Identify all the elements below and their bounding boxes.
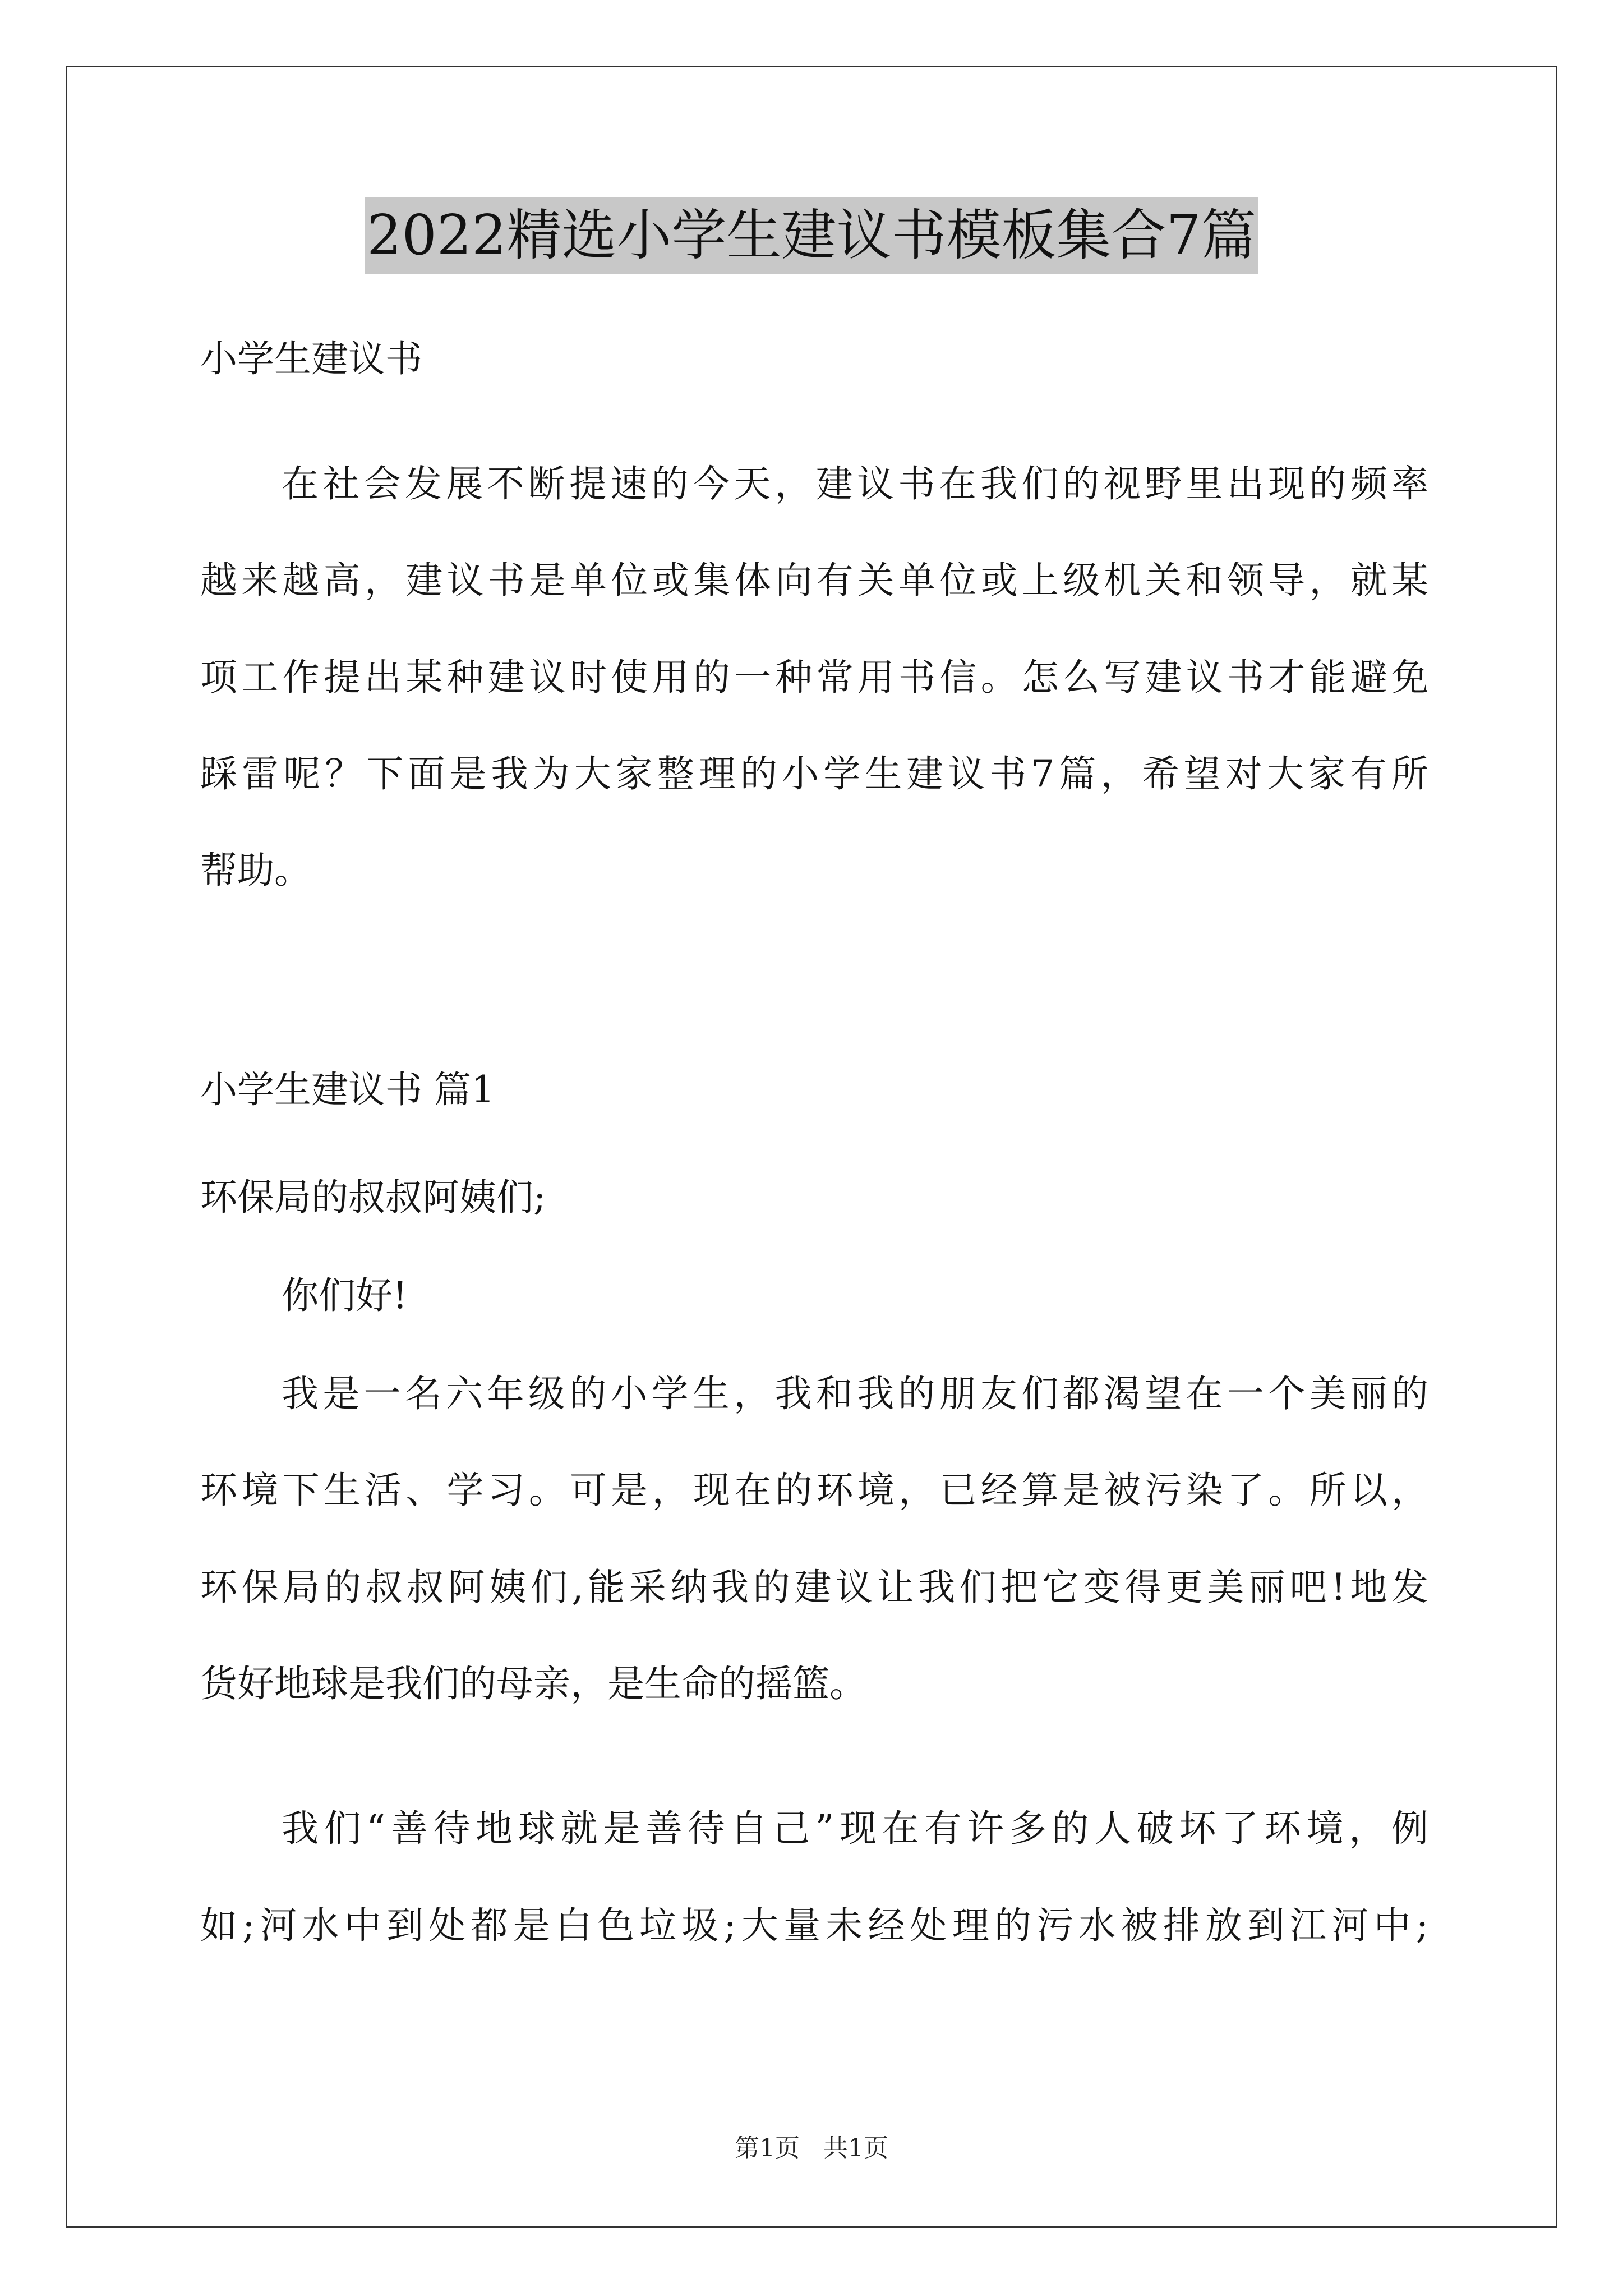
page-footer: 第1页 共1页 [735,2134,888,2162]
intro-paragraph-line: 越来越高，建议书是单位或集体向有关单位或上级机关和领导，就某 [200,559,1428,602]
body-paragraph-line: 环境下生活、学习。可是，现在的环境，已经算是被污染了。所以， [200,1469,1428,1512]
intro-paragraph-line: 项工作提出某种建议时使用的一种常用书信。怎么写建议书才能避免 [200,656,1428,699]
greeting: 你们好! [282,1274,408,1317]
intro-paragraph-line: 在社会发展不断提速的今天，建议书在我们的视野里出现的频率 [282,462,1428,505]
body-paragraph-line: 如;河水中到处都是白色垃圾;大量未经处理的污水被排放到江河中; [200,1904,1428,1947]
salutation: 环保局的叔叔阿姨们; [200,1176,546,1219]
section-heading: 小学生建议书 [200,337,422,380]
title-container [0,197,1623,274]
intro-paragraph-line: 帮助。 [200,849,311,892]
body-paragraph-line: 环保局的叔叔阿姨们,能采纳我的建议让我们把它变得更美丽吧!地发 [200,1566,1428,1609]
body-paragraph-line: 货好地球是我们的母亲，是生命的摇篮。 [200,1662,866,1705]
document-title: 2022精选小学生建议书模板集合7篇 [365,197,1258,274]
body-paragraph-line: 我们“善待地球就是善待自己”现在有许多的人破坏了环境，例 [282,1807,1428,1850]
article-heading: 小学生建议书 篇1 [200,1068,495,1111]
body-paragraph-line: 我是一名六年级的小学生，我和我的朋友们都渴望在一个美丽的 [282,1372,1428,1415]
intro-paragraph-line: 踩雷呢？下面是我为大家整理的小学生建议书7篇，希望对大家有所 [200,752,1428,795]
